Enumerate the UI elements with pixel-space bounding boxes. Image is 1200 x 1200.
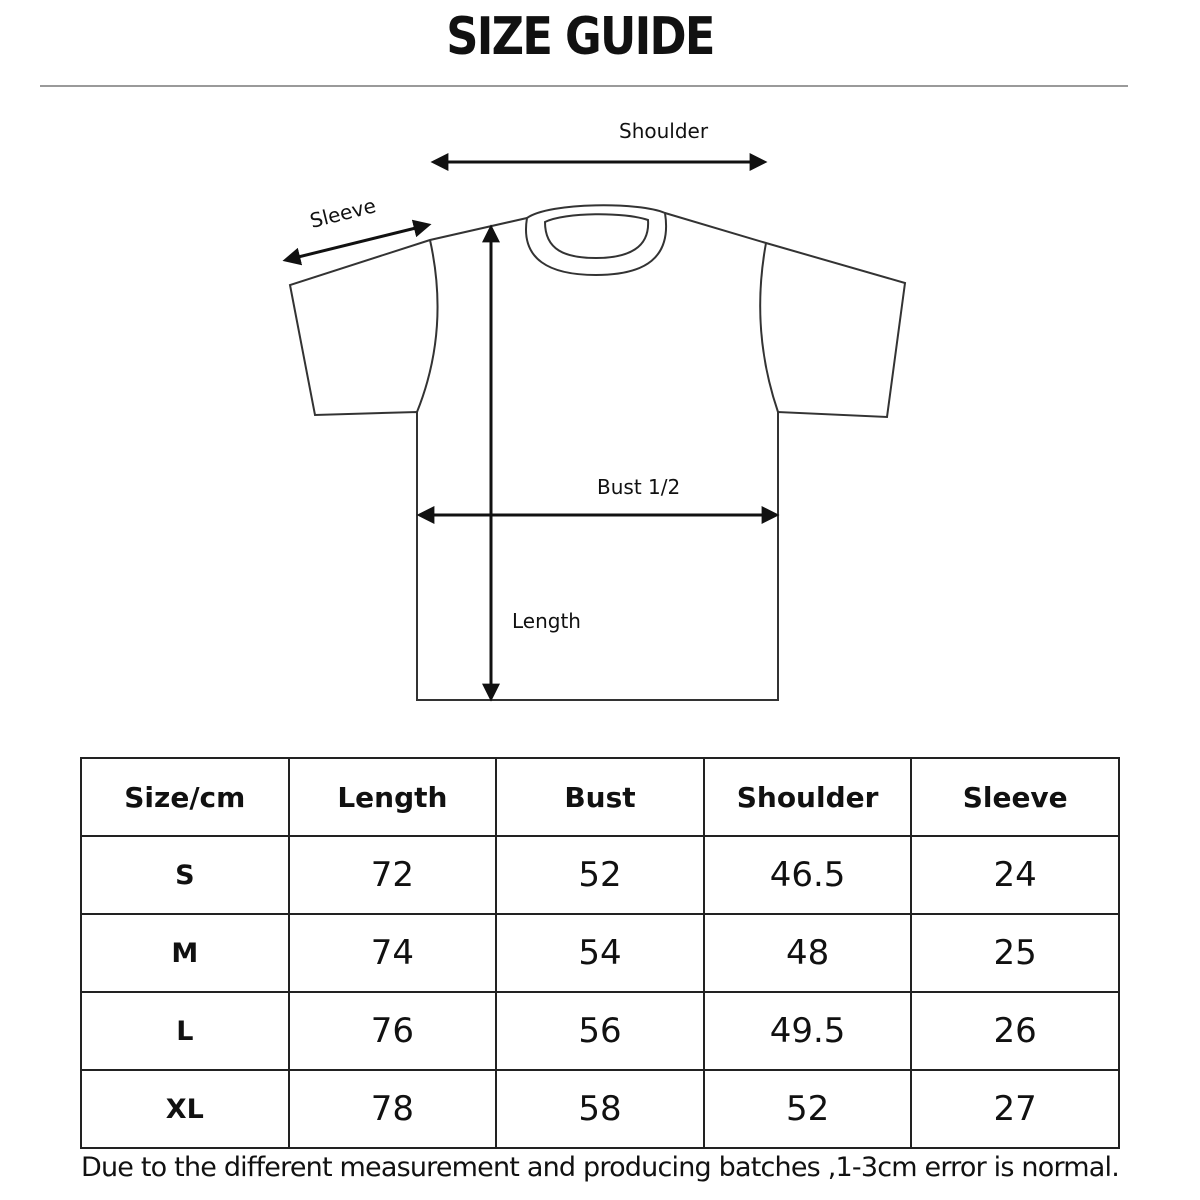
table-row (81, 1070, 1119, 1148)
bust-cell: 52 (496, 836, 704, 914)
sleeve-cell: 27 (911, 1070, 1119, 1148)
length-cell: 78 (289, 1070, 497, 1148)
left-armhole (417, 240, 438, 412)
length-cell: 74 (289, 914, 497, 992)
shoulder-cell: 49.5 (704, 992, 912, 1070)
tshirt-outline (290, 213, 905, 700)
collar-inner (545, 214, 648, 258)
size-cell: L (81, 992, 289, 1070)
sleeve-label: Sleeve (307, 193, 379, 233)
bust-cell: 58 (496, 1070, 704, 1148)
sleeve-arrow (286, 225, 428, 260)
shoulder-cell: 46.5 (704, 836, 912, 914)
length-cell: 72 (289, 836, 497, 914)
header-bust: Bust (496, 758, 704, 836)
sleeve-cell: 26 (911, 992, 1119, 1070)
length-cell: 76 (289, 992, 497, 1070)
header-shoulder: Shoulder (704, 758, 912, 836)
right-armhole (760, 243, 778, 412)
table-row (81, 836, 1119, 914)
page-title: SIZE GUIDE (446, 7, 714, 67)
shoulder-cell: 52 (704, 1070, 912, 1148)
size-cell: S (81, 836, 289, 914)
shoulder-cell: 48 (704, 914, 912, 992)
table-header-row (81, 758, 1119, 836)
size-cell: M (81, 914, 289, 992)
header-sleeve: Sleeve (911, 758, 1119, 836)
sleeve-cell: 25 (911, 914, 1119, 992)
bust-label: Bust 1/2 (597, 475, 681, 499)
length-label: Length (512, 609, 581, 633)
size-table (80, 757, 1120, 1149)
header-size: Size/cm (81, 758, 289, 836)
bust-cell: 56 (496, 992, 704, 1070)
size-cell: XL (81, 1070, 289, 1148)
table-row (81, 992, 1119, 1070)
bust-cell: 54 (496, 914, 704, 992)
shoulder-label: Shoulder (619, 119, 709, 143)
header-length: Length (289, 758, 497, 836)
table-row (81, 914, 1119, 992)
disclaimer-note: Due to the different measurement and producing batches ,1-3cm error is normal. (80, 1152, 1120, 1183)
sleeve-cell: 24 (911, 836, 1119, 914)
